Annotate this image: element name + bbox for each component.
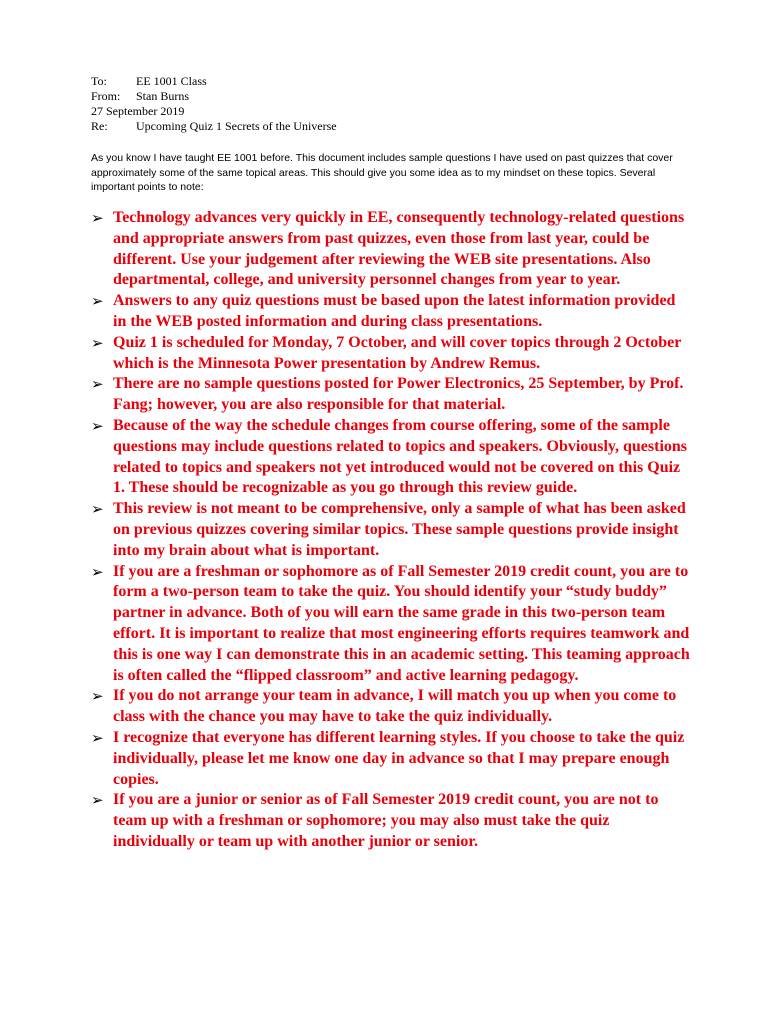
memo-re-value: Upcoming Quiz 1 Secrets of the Universe: [136, 119, 337, 133]
bullet-text: If you are a junior or senior as of Fall Semester 2019 credit count, you are not to team up with a freshman or sophomore; you may also must take the quiz individually or team up with another junior or senior.: [113, 791, 659, 850]
memo-to-label: To:: [91, 74, 107, 88]
arrow-right-icon: ➢: [91, 416, 104, 435]
memo-header: [91, 74, 691, 134]
arrow-right-icon: ➢: [91, 562, 104, 581]
memo-re-row: [91, 119, 691, 134]
bullet-text: Answers to any quiz questions must be based upon the latest information provided in the WEB posted information and during class presentations.: [113, 292, 676, 330]
list-item: [91, 686, 691, 728]
memo-re-label: Re:: [91, 119, 108, 133]
list-item: [91, 333, 691, 375]
memo-to-row: [91, 74, 691, 89]
bullet-text: Technology advances very quickly in EE, consequently technology-related questions and appropriate answers from past quizzes, even those from last year, could be different. Use your judgement after reviewing the WEB site presentations. Also departmental, college, and university personnel changes from year to year.: [113, 209, 685, 289]
arrow-right-icon: ➢: [91, 292, 104, 311]
bullet-text: There are no sample questions posted for Power Electronics, 25 September, by Prof. Fang; however, you are also responsible for that material.: [113, 375, 684, 414]
list-item: [91, 562, 691, 687]
bullet-text: If you are a freshman or sophomore as of Fall Semester 2019 credit count, you are to form a two-person team to take the quiz. You should identify your “study buddy” partner in advance. Both of you will earn the same grade in this two-person team effort. It is important to realize that most engineering efforts requires teamwork and this is one way I can demonstrate this in an academic setting. This teaming approach is often called the “flipped classroom” and active learning pedagogy.: [113, 562, 690, 684]
arrow-right-icon: ➢: [91, 375, 104, 394]
list-item: [91, 499, 691, 561]
arrow-right-icon: ➢: [91, 209, 104, 227]
bullet-text: Quiz 1 is scheduled for Monday, 7 October, and will cover topics through 2 October which is the Minnesota Power presentation by Andrew Remus.: [113, 333, 682, 372]
arrow-right-icon: ➢: [91, 791, 104, 810]
list-item: [91, 291, 691, 333]
bullet-text: Because of the way the schedule changes from course offering, some of the sample questions may include questions related to topics and speakers. Obviously, questions related to topics and speakers not yet introduced would not be covered on this Quiz 1. These should be recognizable as you go through this review guide.: [113, 416, 688, 497]
intro-text: As you know I have taught EE 1001 before. This document includes sample questions I have used on past quizzes that cover approximately some of the same topical areas. This should give you some idea as to my mindset on these topics. Several important points to note:: [91, 152, 673, 193]
memo-date: 27 September 2019: [91, 104, 185, 118]
bullet-text: I recognize that everyone has different learning styles. If you choose to take the quiz individually, please let me know one day in advance so that I may prepare enough copies.: [113, 728, 685, 788]
list-item: [91, 728, 691, 790]
arrow-right-icon: ➢: [91, 728, 104, 747]
memo-to-value: EE 1001 Class: [136, 74, 207, 88]
arrow-right-icon: ➢: [91, 687, 104, 706]
memo-from-label: From:: [91, 89, 121, 103]
memo-from-value: Stan Burns: [136, 89, 190, 103]
bullet-text: If you do not arrange your team in advance, I will match you up when you come to class with the chance you may have to take the quiz individually.: [113, 687, 677, 726]
arrow-right-icon: ➢: [91, 500, 104, 519]
arrow-right-icon: ➢: [91, 333, 104, 352]
list-item: [91, 208, 691, 291]
memo-from-row: [91, 89, 691, 104]
list-item: [91, 374, 691, 416]
memo-date-row: [91, 104, 691, 119]
bullet-text: This review is not meant to be comprehensive, only a sample of what has been asked on previous quizzes covering similar topics. These sample questions provide insight into my brain about what is important.: [113, 500, 686, 559]
intro-paragraph: [91, 151, 691, 195]
bullet-list: [91, 208, 691, 853]
list-item: [91, 416, 691, 499]
list-item: [91, 790, 691, 852]
